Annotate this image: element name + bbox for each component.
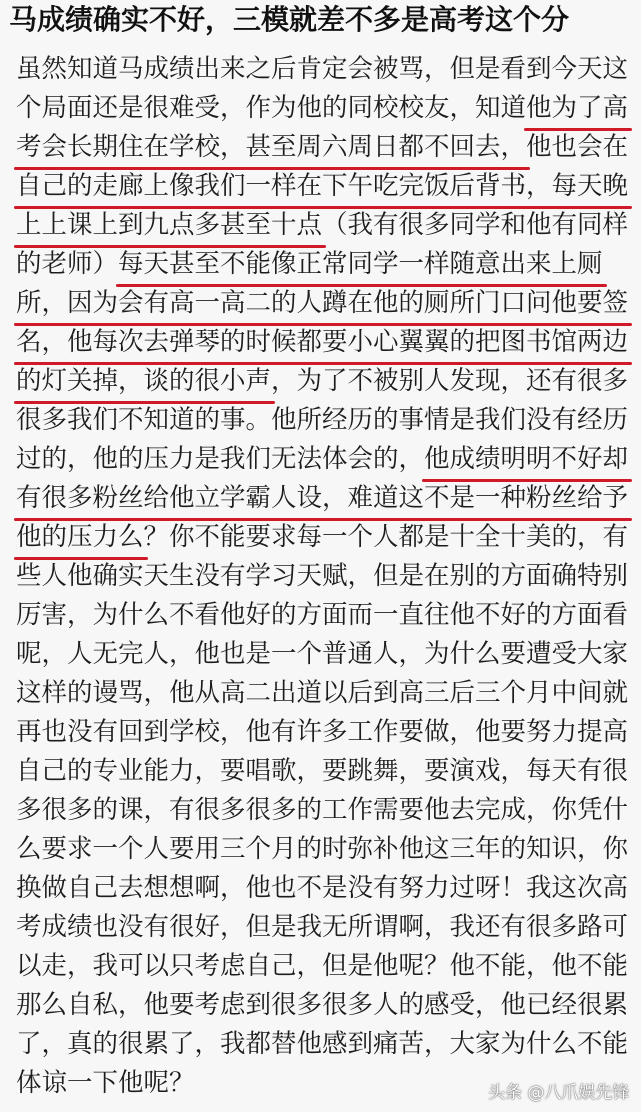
- underlined-text: 他成绩明明不好却: [424, 440, 628, 479]
- text-line: [16, 674, 636, 713]
- plain-text: ？你不能要求每一个人都是十全十美的，有: [143, 522, 629, 552]
- text-line: [16, 869, 636, 908]
- plain-text: 他也会在: [526, 132, 629, 162]
- underlined-text: 考会长期住在学校，甚至周六周日都不回去，: [16, 128, 526, 167]
- underlined-text: 他的压力么: [16, 518, 144, 557]
- text-line: [16, 518, 636, 557]
- text-line: [16, 713, 636, 752]
- text-line: [16, 830, 636, 869]
- text-line: [16, 167, 636, 206]
- plain-text: 以走，我可以只考虑自己，但是他呢？他不能，他不能: [16, 951, 629, 981]
- text-line: [16, 89, 636, 128]
- text-line: [16, 479, 636, 518]
- underlined-text: 所，因为会有高一高二的人蹲在他的厕所门口问他要签: [16, 284, 628, 323]
- plain-text: 这样的谩骂，他从高二出道以后到高三后三个月中间就: [16, 678, 629, 708]
- plain-text: 很多我们不知道的事。他所经历的事情是我们没有经历: [16, 405, 629, 435]
- plain-text: 的老师）: [16, 249, 119, 279]
- source-watermark: 头条 @八爪娱先锋: [488, 1083, 630, 1103]
- text-line: [16, 791, 636, 830]
- text-line: [16, 284, 636, 323]
- underlined-text: 上上课上到九点多甚至十点: [16, 206, 322, 245]
- underlined-text: 每天甚至不能像正常同学一样随意出来上厕: [118, 245, 603, 284]
- text-line: [16, 440, 636, 479]
- plain-text: 自己的专业能力，要唱歌，要跳舞，要演戏，每天有很: [16, 756, 629, 786]
- text-line: [16, 635, 636, 674]
- plain-text: 考成绩也没有很好，但是我无所谓啊，我还有很多路可: [16, 912, 629, 942]
- text-line: [16, 323, 636, 362]
- text-line: [16, 596, 636, 635]
- underlined-text: 的灯关掉，谈的很小声: [16, 362, 271, 401]
- plain-text: 换做自己去想想啊，他也不是没有努力过呀！我这次高: [16, 873, 629, 903]
- plain-text: 体谅一下他呢？: [16, 1068, 195, 1098]
- underlined-text: 自己的走廊上像我们一样在下午吃完饭后背书，每天晚: [16, 167, 628, 206]
- text-line: [16, 557, 636, 596]
- plain-text: 了，真的很累了，我都替他感到痛苦，大家为什么不能: [16, 1029, 629, 1059]
- underlined-text: 他为了高: [526, 89, 628, 128]
- plain-text: （我有很多同学和他有同样: [322, 210, 629, 240]
- plain-text: 厉害，为什么不看他好的方面而一直往他不好的方面看: [16, 600, 629, 630]
- text-line: [16, 206, 636, 245]
- text-line: [16, 362, 636, 401]
- underlined-text: 名，他每次去弹琴的时候都要小心翼翼的把图书馆两边: [16, 323, 628, 362]
- plain-text: 虽然知道马成绩出来之后肯定会被骂，但是看到今天这: [16, 54, 629, 84]
- plain-text: 那么自私，他要考虑到很多很多人的感受，他已经很累: [16, 990, 629, 1020]
- text-line: [16, 1025, 636, 1064]
- plain-text: ，为了不被别人发现，还有很多: [271, 366, 629, 396]
- underlined-text: 有很多粉丝给他立学霸人设，难道这不是一种粉丝给予: [16, 479, 628, 518]
- plain-text: 个局面还是很难受，作为他的同校校友，知道: [16, 93, 527, 123]
- text-line: [16, 947, 636, 986]
- text-line: [16, 908, 636, 947]
- text-line: [16, 50, 636, 89]
- post-body: [16, 50, 636, 1103]
- plain-text: 么要求一个人要用三个月的时弥补他这三年的知识，你: [16, 834, 629, 864]
- text-line: [16, 245, 636, 284]
- text-line: [16, 752, 636, 791]
- post-title: 马成绩确实不好，三模就差不多是高考这个分: [9, 3, 570, 36]
- plain-text: 呢，人无完人，他也是一个普通人，为什么要遭受大家: [16, 639, 629, 669]
- plain-text: 些人他确实天生没有学习天赋，但是在别的方面确特别: [16, 561, 629, 591]
- plain-text: 多很多的课，有很多很多的工作需要他去完成，你凭什: [16, 795, 629, 825]
- plain-text: 过的，他的压力是我们无法体会的，: [16, 444, 425, 474]
- text-line: [16, 986, 636, 1025]
- text-line: [16, 128, 636, 167]
- text-line: [16, 401, 636, 440]
- plain-text: 再也没有回到学校，他有许多工作要做，他要努力提高: [16, 717, 629, 747]
